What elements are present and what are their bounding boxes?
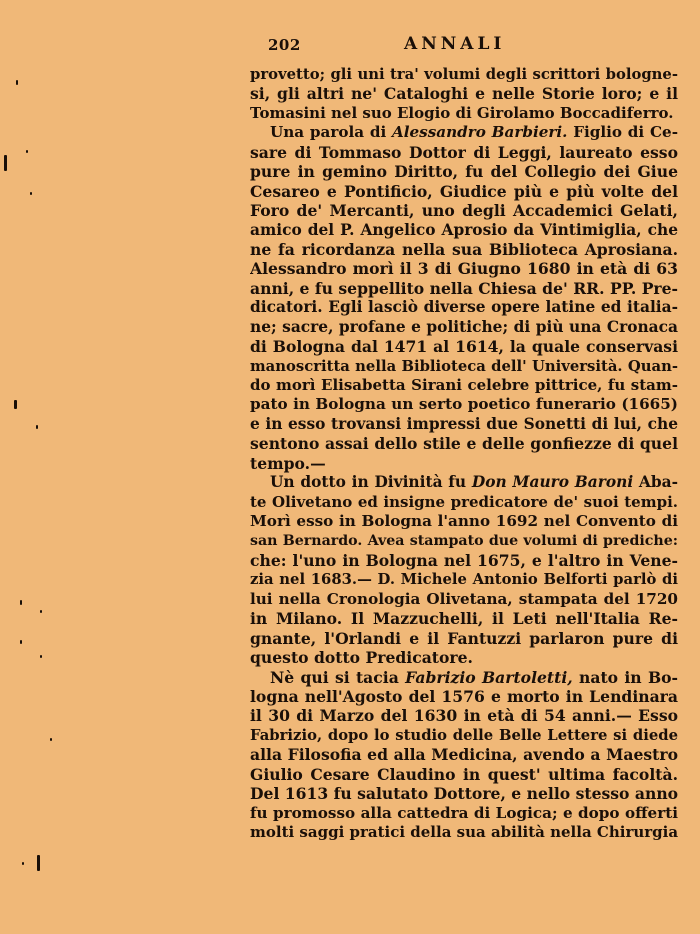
- running-head: ANNALI: [404, 34, 506, 54]
- text-line: pato in Bologna un serto poetico funerario (1665): [250, 395, 678, 414]
- text-line: ne fa ricordanza nella sua Biblioteca Aprosiana.: [250, 239, 678, 259]
- text-line: sare di Tommaso Dottor di Leggi, laureato esso: [250, 142, 678, 162]
- text-line: Nè qui si tacia Fabrizio Bartoletti, nato in Bo-: [270, 667, 678, 687]
- text-line: questo dotto Predicatore.: [250, 648, 473, 668]
- text-line: che: l'uno in Bologna nel 1675, e l'altro in Vene-: [250, 550, 678, 570]
- page-header: [250, 36, 670, 56]
- text-line: in Milano. Il Mazzuchelli, il Leti nell'Italia Re-: [250, 609, 678, 629]
- text-line: Fabrizio, dopo lo studio delle Belle Lettere si diede: [250, 726, 678, 744]
- text-line: dicatori. Egli lasciò diverse opere latine ed italia-: [250, 298, 678, 317]
- italic-name: Don Mauro Baroni: [471, 473, 634, 492]
- italic-name: Fabrizio Bartoletti,: [405, 667, 573, 687]
- page-number: 202: [268, 36, 301, 54]
- text-line: Una parola di Alessandro Barbieri. Figlio di Ce-: [270, 123, 678, 142]
- text-line: logna nell'Agosto del 1576 e morto in Lendinara: [250, 687, 678, 706]
- body-text: [250, 65, 678, 843]
- text-line: te Olivetano ed insigne predicatore de' suoi tempi.: [250, 492, 678, 511]
- text-line: alla Filosofia ed alla Medicina, avendo a Maestro: [250, 745, 678, 765]
- text-line: lui nella Cronologia Olivetana, stampata del 1720: [250, 589, 678, 608]
- text-line: di Bologna dal 1471 al 1614, la quale conservasi: [250, 337, 678, 357]
- text-line: Del 1613 fu salutato Dottore, e nello stesso anno: [250, 784, 678, 804]
- text-line: amico del P. Angelico Aprosio da Vintimiglia, che: [250, 220, 678, 239]
- text-line: do morì Elisabetta Sirani celebre pittrice, fu stam-: [250, 376, 678, 394]
- text-line: Alessandro morì il 3 di Giugno 1680 in età di 63: [250, 259, 678, 279]
- text-line: Un dotto in Divinità fu Don Mauro Baroni Aba-: [270, 473, 678, 492]
- italic-name: Alessandro Barbieri.: [391, 123, 568, 142]
- text-line: provetto; gli uni tra' volumi degli scrittori bologne-: [250, 66, 678, 83]
- text-line: gnante, l'Orlandi e il Fantuzzi parlaron pure di: [250, 628, 678, 648]
- text-line: molti saggi pratici della sua abilità nella Chirurgia: [250, 823, 678, 842]
- text-line: Morì esso in Bologna l'anno 1692 nel Convento di: [250, 512, 678, 531]
- text-line: pure in gemino Diritto, fu del Collegio dei Giue: [250, 162, 678, 182]
- text-line: tempo.—: [250, 453, 326, 473]
- text-line: ne; sacre, profane e politiche; di più una Cronaca: [250, 317, 678, 336]
- text-line: zia nel 1683.— D. Michele Antonio Belforti parlò di: [250, 571, 678, 589]
- text-line: il 30 di Marzo del 1630 in età di 54 anni.— Esso: [250, 706, 678, 726]
- text-line: fu promosso alla cattedra di Logica; e dopo offerti: [250, 803, 678, 822]
- text-line: Cesareo e Pontificio, Giudice più e più volte del: [250, 181, 678, 201]
- text-line: Giulio Cesare Claudino in quest' ultima facoltà.: [250, 764, 678, 784]
- text-line: manoscritta nella Biblioteca dell' Università. Quan-: [250, 357, 678, 375]
- text-line: Foro de' Mercanti, uno degli Accademici Gelati,: [250, 201, 678, 221]
- text-line: si, gli altri ne' Cataloghi e nelle Storie loro; e il: [250, 84, 678, 104]
- text-line: sentono assai dello stile e delle gonfiezze di quel: [250, 434, 678, 454]
- text-line: anni, e fu seppellito nella Chiesa de' RR. PP. Pre-: [250, 278, 678, 298]
- text-line: e in esso trovansi impressi due Sonetti di lui, che: [250, 414, 678, 433]
- text-line: Tomasini nel suo Elogio di Girolamo Boccadiferro.: [250, 103, 674, 122]
- text-line: san Bernardo. Avea stampato due volumi di prediche:: [250, 532, 678, 549]
